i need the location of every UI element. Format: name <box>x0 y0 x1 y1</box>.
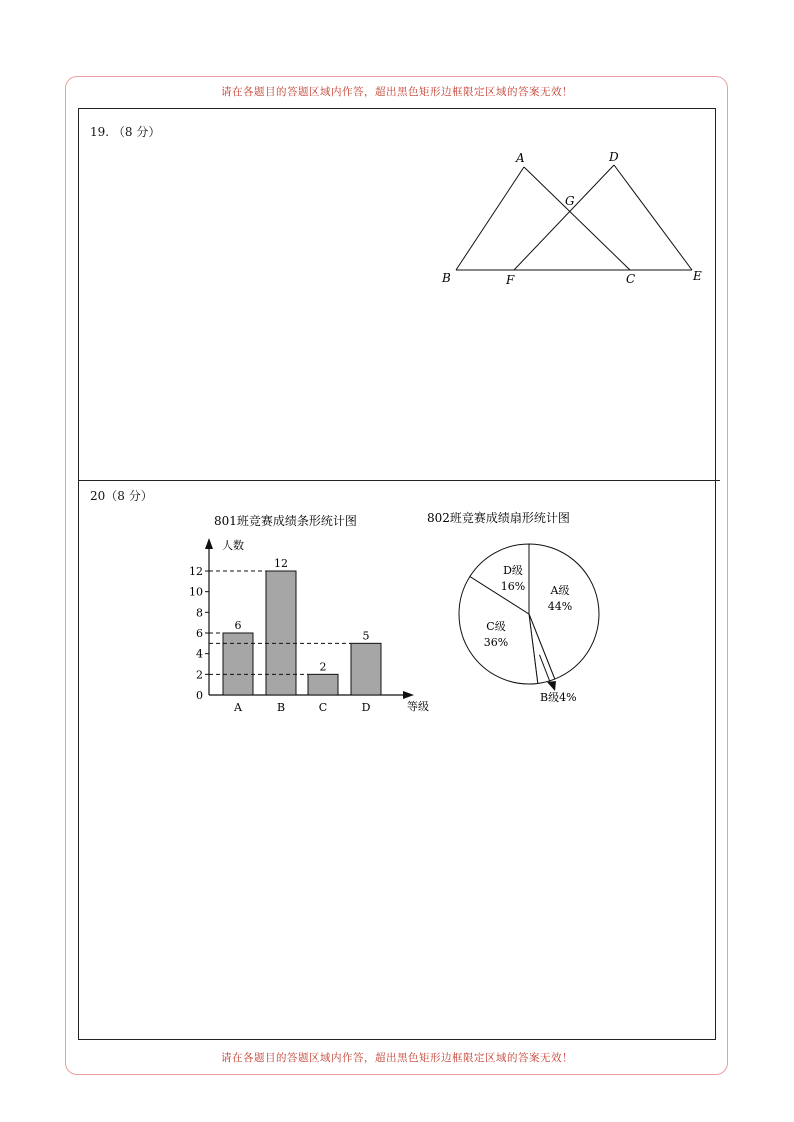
bar-value-label: 12 <box>274 557 288 570</box>
point-C-label: C <box>626 272 636 286</box>
x-tick-label: C <box>318 701 328 714</box>
y-tick-label: 10 <box>189 585 203 599</box>
bar-chart-title: 801班竞赛成绩条形统计图 <box>214 514 357 528</box>
pie-slice-name: D级 <box>503 564 523 577</box>
x-tick-label: A <box>234 701 242 714</box>
pie-slice-percent: 16% <box>500 580 526 593</box>
pie-b-leader-arrow <box>547 681 556 691</box>
x-tick-label: B <box>276 701 286 714</box>
y-tick-label: 0 <box>196 689 203 702</box>
pie-b-label: B级4% <box>540 691 577 704</box>
bar-value-label: 2 <box>319 660 327 674</box>
pie-slice-percent: 36% <box>483 636 509 649</box>
q20-label: 20（8 分） <box>90 489 153 503</box>
point-F-label: F <box>506 273 515 287</box>
point-E-label: E <box>693 269 702 283</box>
footer-notice: 请在各题目的答题区域内作答，超出黑色矩形边框限定区域的答案无效！ <box>221 1052 573 1064</box>
point-A-label: A <box>516 151 525 165</box>
pie-slice-name: A级 <box>550 584 570 597</box>
y-tick-label: 6 <box>196 627 203 640</box>
y-tick-label: 4 <box>196 647 203 661</box>
pie-slice-percent: 44% <box>547 600 573 613</box>
pie-chart-title: 802班竞赛成绩扇形统计图 <box>427 511 570 525</box>
y-tick-label: 8 <box>196 606 203 620</box>
y-tick-label: 2 <box>196 668 203 682</box>
point-D-label: D <box>609 150 619 164</box>
q19-label: 19. （8 分） <box>90 125 161 139</box>
point-G-label: G <box>565 194 575 208</box>
bar-value-label: 5 <box>362 629 370 643</box>
point-B-label: B <box>442 271 451 285</box>
bar-value-label: 6 <box>234 619 242 632</box>
bar-y-label: 人数 <box>222 539 244 552</box>
x-tick-label: D <box>361 701 371 714</box>
y-tick-label: 12 <box>189 565 203 578</box>
bar-x-label: 等级 <box>407 700 429 713</box>
pie-slice-name: C级 <box>486 620 506 633</box>
header-notice: 请在各题目的答题区域内作答，超出黑色矩形边框限定区域的答案无效！ <box>221 86 573 98</box>
